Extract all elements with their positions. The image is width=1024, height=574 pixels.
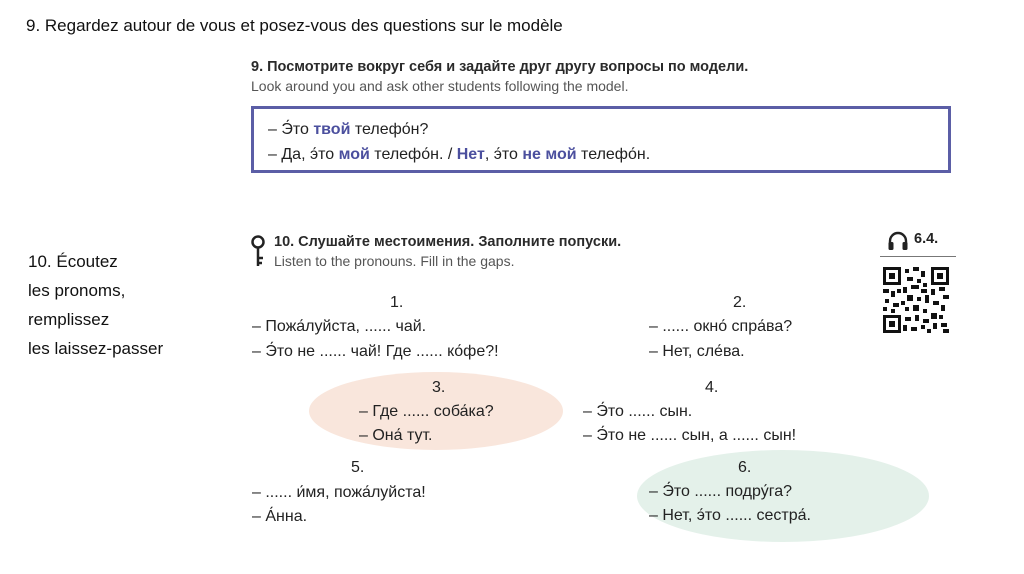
item-6-number: 6. <box>738 459 752 476</box>
model-box <box>251 106 951 173</box>
item-5-line-2: – А́нна. <box>252 508 308 525</box>
left-instructions-line-1: 10. Écoutez <box>28 252 118 271</box>
model-line-2-highlight-net: Нет <box>456 146 485 163</box>
item-1-line-2: – Э́то не ...... чай! Где ...... ко́фе?! <box>252 343 499 360</box>
item-5-number: 5. <box>351 459 365 476</box>
item-6-line-1: – Э́то ...... подру́га? <box>649 483 792 500</box>
model-line-1-part-a: – Э́то <box>268 121 314 138</box>
item-5-line-1: – ...... и́мя, пожа́луйста! <box>252 484 426 501</box>
left-instructions-line-3: remplissez <box>28 310 110 329</box>
item-2-line-1: – ...... окно́ спра́ва? <box>649 318 793 335</box>
item-1-number: 1. <box>390 294 404 311</box>
item-4-line-2: – Э́то не ...... сын, а ...... сын! <box>583 427 797 444</box>
model-line-1-highlight: твой <box>313 121 351 138</box>
left-instructions-line-4: les laissez-passer <box>28 339 164 358</box>
model-line-2 <box>268 146 650 164</box>
item-6-line-2: – Нет, э́то ...... сестра́. <box>649 507 811 524</box>
left-instructions <box>28 247 163 363</box>
model-line-2-highlight-moy: мой <box>338 146 370 163</box>
slide-title: 9. Regardez autour de vous et posez-vous des questions sur le modèle <box>26 16 563 35</box>
qr-code-icon <box>883 267 949 333</box>
model-line-2-part-c: телефо́н. / <box>369 146 457 163</box>
item-2-number: 2. <box>733 294 747 311</box>
model-line-1 <box>268 121 428 139</box>
key-icon <box>249 234 267 268</box>
audio-track-label: 6.4. <box>914 231 939 247</box>
exercise-10-title-ru: 10. Слушайте местоимения. Заполните попуски. <box>274 234 622 250</box>
item-3-line-2: – Она́ тут. <box>359 427 433 444</box>
headphones-icon <box>887 231 909 251</box>
left-instructions-line-2: les pronoms, <box>28 281 126 300</box>
model-line-1-part-c: телефо́н? <box>350 121 429 138</box>
item-2-line-2: – Нет, сле́ва. <box>649 343 745 360</box>
exercise-10-title-en: Listen to the pronouns. Fill in the gaps. <box>274 253 515 269</box>
model-line-2-part-a: – Да, э́то <box>268 146 339 163</box>
model-line-2-part-e: , э́то <box>484 146 523 163</box>
item-3-line-1: – Где ...... соба́ка? <box>359 403 494 420</box>
item-3-number: 3. <box>432 379 446 396</box>
exercise-9-title-en: Look around you and ask other students following the model. <box>251 78 629 94</box>
exercise-9-title-ru: 9. Посмотрите вокруг себя и задайте друг другу вопросы по модели. <box>251 59 749 75</box>
item-4-number: 4. <box>705 379 719 396</box>
model-line-2-highlight-ne-moy: не мой <box>522 146 577 163</box>
audio-divider <box>880 256 956 257</box>
item-4-line-1: – Э́то ...... сын. <box>583 403 693 420</box>
item-1-line-1: – Пожа́луйста, ...... чай. <box>252 318 427 335</box>
model-line-2-part-g: телефо́н. <box>576 146 651 163</box>
